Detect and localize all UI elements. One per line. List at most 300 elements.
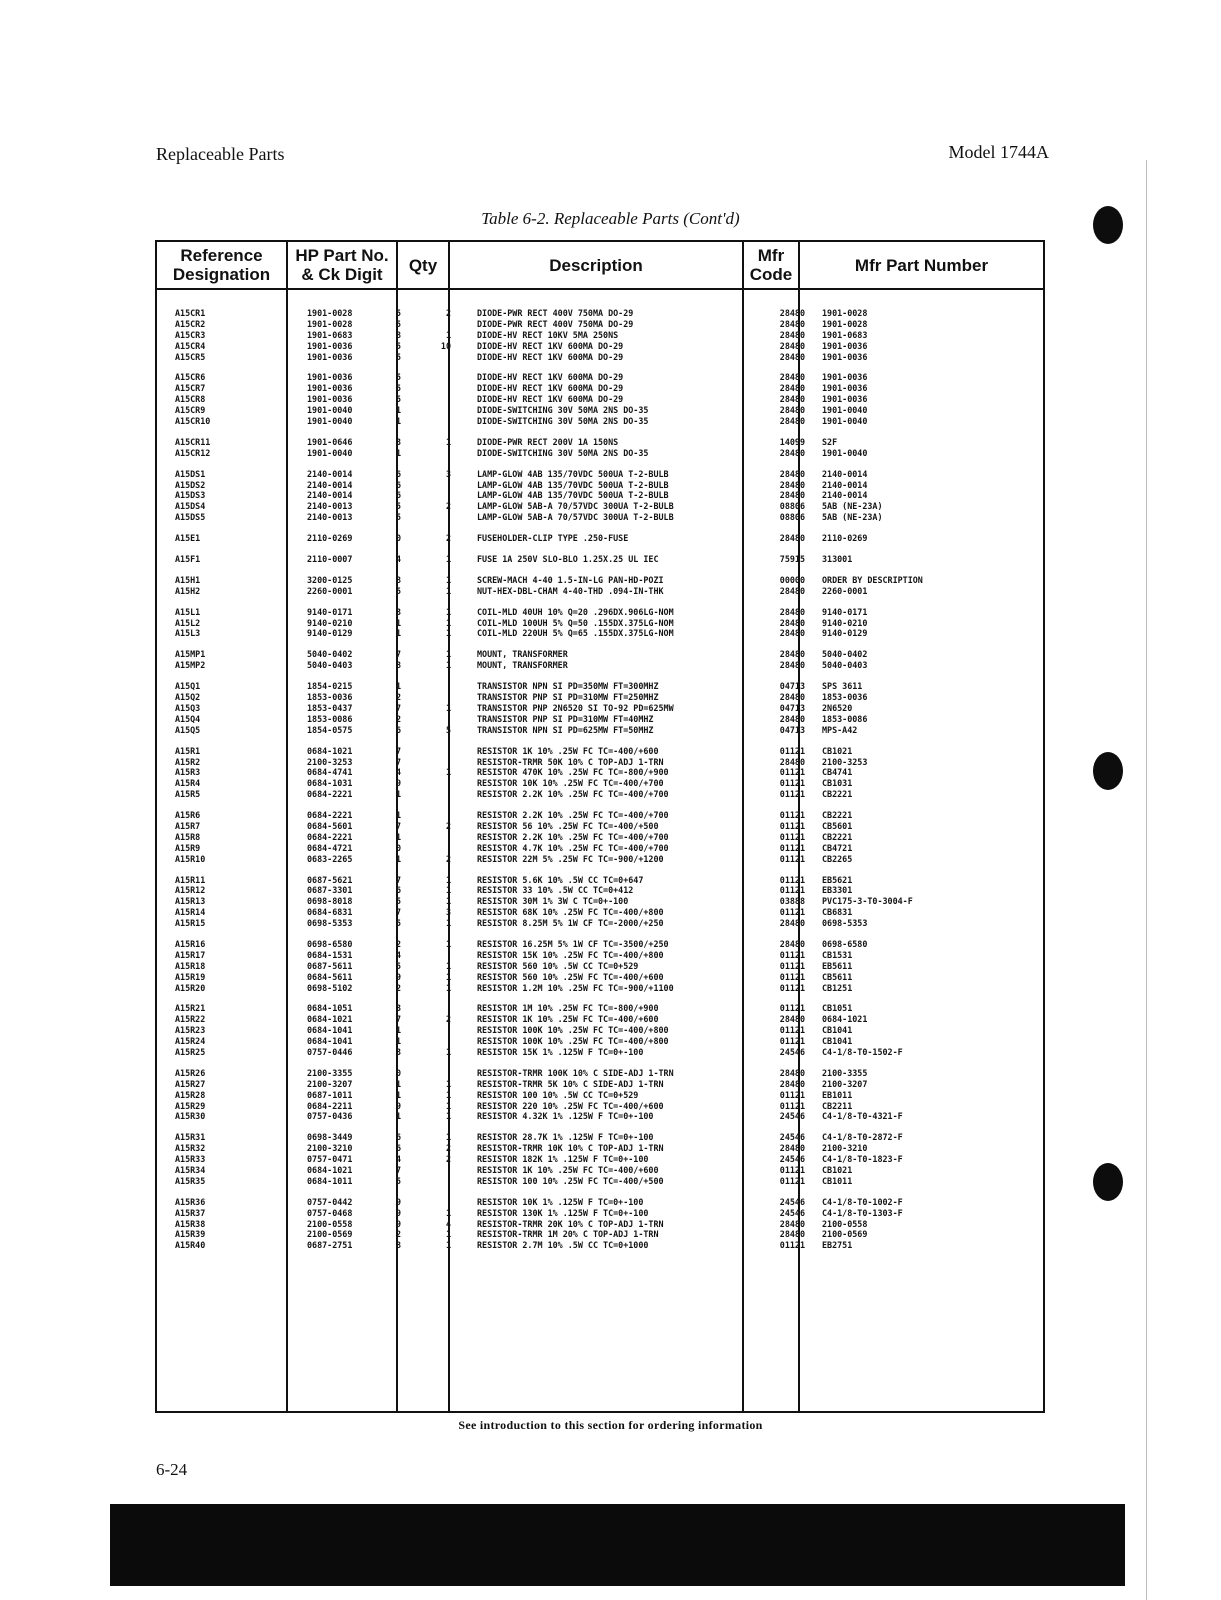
ref-cell: A15R33 [175, 1154, 206, 1165]
ref-cell: A15CR12 [175, 447, 211, 458]
mfr-code-cell: 28480 [779, 329, 805, 340]
ref-cell: A15R24 [175, 1036, 206, 1047]
hp-part-cell: 1901-0036 [307, 394, 353, 405]
check-digit-cell: 9 [395, 971, 401, 982]
check-digit-cell: 5 [395, 512, 401, 523]
check-digit-cell: 1 [395, 1036, 401, 1047]
row-group [157, 1132, 1043, 1186]
ref-cell: A15CR5 [175, 351, 206, 362]
ref-cell: A15CR3 [175, 329, 206, 340]
check-digit-cell: 7 [395, 702, 401, 713]
mfr-code-cell: 28480 [779, 918, 805, 929]
table-row [157, 767, 1043, 778]
qty-cell: 1 [445, 1078, 451, 1089]
mfr-code-cell: 01121 [779, 1036, 805, 1047]
check-digit-cell: 5 [395, 585, 401, 596]
table-row [157, 703, 1043, 714]
hp-part-cell: 0757-0436 [307, 1111, 353, 1122]
mfr-part-number-cell: 2100-3253 [822, 756, 868, 767]
ref-cell: A15CR2 [175, 318, 206, 329]
mfr-code-cell: 04713 [779, 724, 805, 735]
description-cell: LAMP-GLOW 4AB 135/70VDC 500UA T-2-BULB [477, 490, 669, 501]
table-row [157, 1176, 1043, 1187]
mfr-part-number-cell: 1901-0036 [822, 394, 868, 405]
mfr-part-number-cell: 2140-0014 [822, 490, 868, 501]
mfr-code-cell: 04713 [779, 681, 805, 692]
ref-cell: A15R6 [175, 810, 201, 821]
qty-cell: 1 [445, 885, 451, 896]
mfr-part-number-cell: 2140-0014 [822, 468, 868, 479]
mfr-part-number-cell: C4-1/8-T0-1823-F [822, 1154, 903, 1165]
check-digit-cell: 4 [395, 767, 401, 778]
mfr-part-number-cell: 2100-0569 [822, 1229, 868, 1240]
mfr-code-cell: 01121 [779, 907, 805, 918]
table-row [157, 1132, 1043, 1143]
mfr-code-cell: 24546 [779, 1154, 805, 1165]
check-digit-cell: 9 [395, 778, 401, 789]
hp-part-cell: 2140-0014 [307, 490, 353, 501]
description-cell: MOUNT, TRANSFORMER [477, 649, 568, 660]
description-cell: RESISTOR 130K 1% .125W F TC=0+-100 [477, 1207, 649, 1218]
table-row [157, 586, 1043, 597]
ref-cell: A15R31 [175, 1132, 206, 1143]
description-cell: TRANSISTOR NPN SI PD=625MW FT=50MHZ [477, 724, 654, 735]
ref-cell: A15R20 [175, 982, 206, 993]
hp-part-cell: 1901-0040 [307, 405, 353, 416]
mfr-part-number-cell: 1901-0040 [822, 447, 868, 458]
description-cell: RESISTOR 16.25M 5% 1W CF TC=-3500/+250 [477, 938, 669, 949]
table-row [157, 533, 1043, 544]
check-digit-cell: 8 [395, 574, 401, 585]
check-digit-cell: 3 [395, 436, 401, 447]
check-digit-cell: 7 [395, 745, 401, 756]
hp-part-cell: 1901-0646 [307, 436, 353, 447]
qty-cell: 2 [445, 308, 451, 318]
table-row [157, 918, 1043, 929]
mfr-part-number-cell: CB1031 [822, 778, 853, 789]
row-group [157, 372, 1043, 426]
ref-cell: A15CR11 [175, 436, 211, 447]
hp-part-cell: 9140-0171 [307, 606, 353, 617]
table-row [157, 607, 1043, 618]
description-cell: LAMP-GLOW 4AB 135/70VDC 500UA T-2-BULB [477, 468, 669, 479]
ref-cell: A15R3 [175, 767, 201, 778]
description-cell: RESISTOR 10K 1% .125W F TC=0+-100 [477, 1196, 644, 1207]
check-digit-cell: 6 [395, 724, 401, 735]
ref-cell: A15R26 [175, 1067, 206, 1078]
mfr-part-number-cell: 2N6520 [822, 702, 853, 713]
hp-part-cell: 1901-0040 [307, 447, 353, 458]
description-cell: RESISTOR 470K 10% .25W FC TC=-800/+900 [477, 767, 669, 778]
mfr-code-cell: 28480 [779, 1014, 805, 1025]
mfr-code-cell: 28480 [779, 533, 805, 544]
ref-cell: A15R13 [175, 896, 206, 907]
check-digit-cell: 6 [395, 490, 401, 501]
table-row [157, 490, 1043, 501]
check-digit-cell: 7 [395, 820, 401, 831]
qty-cell: 1 [445, 617, 451, 628]
mfr-part-number-cell: 1901-0028 [822, 318, 868, 329]
check-digit-cell: 1 [395, 617, 401, 628]
check-digit-cell: 7 [395, 874, 401, 885]
hp-part-cell: 2140-0013 [307, 501, 353, 512]
description-cell: RESISTOR 8.25M 5% 1W CF TC=-2000/+250 [477, 918, 664, 929]
mfr-part-number-cell: 2260-0001 [822, 585, 868, 596]
check-digit-cell: 5 [395, 960, 401, 971]
mfr-code-cell: 28480 [779, 405, 805, 416]
check-digit-cell: 5 [395, 1175, 401, 1186]
ref-cell: A15CR7 [175, 383, 206, 394]
row-group [157, 469, 1043, 523]
check-digit-cell: 9 [395, 1207, 401, 1218]
description-cell: COIL-MLD 40UH 10% Q=20 .296DX.906LG-NOM [477, 606, 674, 617]
mfr-part-number-cell: 1901-0036 [822, 351, 868, 362]
ref-cell: A15R29 [175, 1100, 206, 1111]
mfr-code-cell: 01121 [779, 767, 805, 778]
mfr-part-number-cell: CB1011 [822, 1175, 853, 1186]
table-row [157, 512, 1043, 523]
ref-cell: A15CR9 [175, 405, 206, 416]
check-digit-cell: 5 [395, 340, 401, 351]
ref-cell: A15CR1 [175, 308, 206, 318]
running-header-left: Replaceable Parts [156, 144, 285, 164]
mfr-part-number-cell: CB5601 [822, 820, 853, 831]
table-row [157, 319, 1043, 330]
check-digit-cell: 7 [395, 756, 401, 767]
table-row [157, 308, 1043, 319]
hp-part-cell: 0698-6580 [307, 938, 353, 949]
table-row [157, 1111, 1043, 1122]
ref-cell: A15R19 [175, 971, 206, 982]
description-cell: TRANSISTOR NPN SI PD=350MW FT=300MHZ [477, 681, 659, 692]
description-cell: RESISTOR 1K 10% .25W FC TC=-400/+600 [477, 745, 659, 756]
ref-cell: A15R34 [175, 1165, 206, 1175]
description-cell: DIODE-HV RECT 1KV 600MA DO-29 [477, 394, 624, 405]
ref-cell: A15R11 [175, 874, 206, 885]
table-row [157, 1036, 1043, 1047]
mfr-part-number-cell: 2140-0014 [822, 479, 868, 490]
ref-cell: A15DS1 [175, 468, 206, 479]
hp-part-cell: 0698-3449 [307, 1132, 353, 1143]
check-digit-cell: 5 [395, 394, 401, 405]
table-row [157, 843, 1043, 854]
mfr-code-cell: 28480 [779, 938, 805, 949]
table-row [157, 983, 1043, 994]
description-cell: RESISTOR 2.2K 10% .25W FC TC=-400/+700 [477, 789, 669, 800]
column-header-reference: Reference Designation [172, 246, 271, 284]
ref-cell: A15R25 [175, 1046, 206, 1057]
ref-cell: A15L3 [175, 628, 201, 639]
qty-cell: 1 [445, 554, 451, 565]
ref-cell: A15E1 [175, 533, 201, 544]
qty-cell: 1 [445, 767, 451, 778]
check-digit-cell: 7 [395, 907, 401, 918]
ref-cell: A15R32 [175, 1143, 206, 1154]
column-header-mfr-code: Mfr Code [749, 246, 793, 284]
hp-part-cell: 0687-3301 [307, 885, 353, 896]
table-row [157, 1090, 1043, 1101]
hp-part-cell: 2140-0013 [307, 512, 353, 523]
description-cell: RESISTOR 100 10% .25W FC TC=-400/+500 [477, 1175, 664, 1186]
description-cell: RESISTOR 100K 10% .25W FC TC=-400/+800 [477, 1025, 669, 1036]
mfr-code-cell: 28480 [779, 660, 805, 671]
hp-part-cell: 0757-0442 [307, 1196, 353, 1207]
table-row [157, 394, 1043, 405]
scan-border [110, 1504, 1125, 1586]
mfr-part-number-cell: 1901-0036 [822, 340, 868, 351]
check-digit-cell: 7 [395, 1014, 401, 1025]
check-digit-cell: 3 [395, 1046, 401, 1057]
mfr-part-number-cell: ORDER BY DESCRIPTION [822, 574, 923, 585]
qty-cell: 4 [445, 1218, 451, 1229]
ref-cell: A15R27 [175, 1078, 206, 1089]
hp-part-cell: 0684-1041 [307, 1036, 353, 1047]
table-row [157, 714, 1043, 725]
qty-cell: 1 [445, 960, 451, 971]
description-cell: RESISTOR 33 10% .5W CC TC=0+412 [477, 885, 634, 896]
table-row [157, 1003, 1043, 1014]
mfr-code-cell: 01121 [779, 831, 805, 842]
ref-cell: A15H2 [175, 585, 201, 596]
mfr-part-number-cell: 1901-0028 [822, 308, 868, 318]
hp-part-cell: 5040-0403 [307, 660, 353, 671]
mfr-part-number-cell: CB2211 [822, 1100, 853, 1111]
mfr-part-number-cell: CB1021 [822, 745, 853, 756]
ref-cell: A15DS4 [175, 501, 206, 512]
hp-part-cell: 0684-1011 [307, 1175, 353, 1186]
mfr-code-cell: 28480 [779, 383, 805, 394]
mfr-part-number-cell: 1853-0036 [822, 692, 868, 703]
hp-part-cell: 2140-0014 [307, 468, 353, 479]
description-cell: FUSEHOLDER-CLIP TYPE .250-FUSE [477, 533, 629, 544]
page-edge-line [1146, 160, 1147, 1600]
check-digit-cell: 1 [395, 416, 401, 427]
description-cell: RESISTOR-TRMR 100K 10% C SIDE-ADJ 1-TRN [477, 1067, 674, 1078]
mfr-code-cell: 24546 [779, 1207, 805, 1218]
description-cell: RESISTOR 1M 10% .25W FC TC=-800/+900 [477, 1003, 659, 1014]
description-cell: RESISTOR 4.32K 1% .125W F TC=0+-100 [477, 1111, 654, 1122]
row-group [157, 1197, 1043, 1251]
mfr-part-number-cell: EB2751 [822, 1240, 853, 1251]
description-cell: RESISTOR 1.2M 10% .25W FC TC=-900/+1100 [477, 982, 674, 993]
ref-cell: A15R15 [175, 918, 206, 929]
table-row [157, 618, 1043, 629]
mfr-part-number-cell: 1901-0036 [822, 372, 868, 383]
table-row [157, 341, 1043, 352]
ref-cell: A15R9 [175, 842, 201, 853]
qty-cell: 1 [445, 1207, 451, 1218]
check-digit-cell: 2 [395, 982, 401, 993]
table-row [157, 725, 1043, 736]
mfr-part-number-cell: C4-1/8-T0-1303-F [822, 1207, 903, 1218]
table-row [157, 950, 1043, 961]
check-digit-cell: 3 [395, 606, 401, 617]
mfr-code-cell: 01121 [779, 971, 805, 982]
mfr-part-number-cell: 1901-0683 [822, 329, 868, 340]
qty-cell: 2 [445, 1014, 451, 1025]
mfr-part-number-cell: 2100-3210 [822, 1143, 868, 1154]
mfr-code-cell: 01121 [779, 745, 805, 756]
column-header-qty: Qty [408, 255, 438, 275]
ref-cell: A15R4 [175, 778, 201, 789]
mfr-part-number-cell: 5AB (NE-23A) [822, 501, 883, 512]
mfr-code-cell: 24546 [779, 1111, 805, 1122]
mfr-part-number-cell: 9140-0129 [822, 628, 868, 639]
table-row [157, 437, 1043, 448]
table-row [157, 810, 1043, 821]
table-row [157, 961, 1043, 972]
hp-part-cell: 0684-4721 [307, 842, 353, 853]
ref-cell: A15Q4 [175, 713, 201, 724]
table-row [157, 1025, 1043, 1036]
ref-cell: A15L2 [175, 617, 201, 628]
row-group [157, 746, 1043, 800]
mfr-part-number-cell: C4-1/8-T0-1002-F [822, 1196, 903, 1207]
table-row [157, 746, 1043, 757]
ref-cell: A15R23 [175, 1025, 206, 1036]
running-header-right: Model 1744A [948, 142, 1049, 162]
ref-cell: A15R30 [175, 1111, 206, 1122]
hp-part-cell: 1901-0028 [307, 318, 353, 329]
description-cell: DIODE-PWR RECT 400V 750MA DO-29 [477, 318, 634, 329]
check-digit-cell: 4 [395, 1154, 401, 1165]
qty-cell: 1 [445, 896, 451, 907]
table-row [157, 575, 1043, 586]
check-digit-cell: 0 [395, 1067, 401, 1078]
description-cell: DIODE-HV RECT 1KV 600MA DO-29 [477, 351, 624, 362]
mfr-code-cell: 28480 [779, 1229, 805, 1240]
ref-cell: A15DS3 [175, 490, 206, 501]
description-cell: RESISTOR 2.7M 10% .5W CC TC=0+1000 [477, 1240, 649, 1251]
hp-part-cell: 0687-1011 [307, 1089, 353, 1100]
mfr-code-cell: 28480 [779, 617, 805, 628]
table-row [157, 1197, 1043, 1208]
row-group [157, 939, 1043, 993]
hp-part-cell: 0687-5621 [307, 874, 353, 885]
mfr-code-cell: 28480 [779, 308, 805, 318]
mfr-code-cell: 28480 [779, 585, 805, 596]
header-rule [157, 288, 1043, 290]
hp-part-cell: 2100-3210 [307, 1143, 353, 1154]
hp-part-cell: 2100-0558 [307, 1218, 353, 1229]
hp-part-cell: 2100-3207 [307, 1078, 353, 1089]
qty-cell: 1 [445, 1240, 451, 1251]
description-cell: LAMP-GLOW 5AB-A 70/57VDC 300UA T-2-BULB [477, 501, 674, 512]
mfr-code-cell: 28480 [779, 416, 805, 427]
ref-cell: A15R37 [175, 1207, 206, 1218]
hp-part-cell: 9140-0129 [307, 628, 353, 639]
check-digit-cell: 0 [395, 533, 401, 544]
table-row [157, 383, 1043, 394]
table-row [157, 885, 1043, 896]
mfr-code-cell: 04713 [779, 702, 805, 713]
ref-cell: A15R39 [175, 1229, 206, 1240]
ref-cell: A15R28 [175, 1089, 206, 1100]
check-digit-cell: 1 [395, 628, 401, 639]
qty-cell: 1 [445, 585, 451, 596]
mfr-code-cell: 01121 [779, 949, 805, 960]
hp-part-cell: 0683-2265 [307, 853, 353, 864]
mfr-part-number-cell: 5040-0403 [822, 660, 868, 671]
check-digit-cell: 0 [395, 842, 401, 853]
mfr-part-number-cell: EB1011 [822, 1089, 853, 1100]
mfr-part-number-cell: CB4721 [822, 842, 853, 853]
mfr-part-number-cell: 2100-3355 [822, 1067, 868, 1078]
hp-part-cell: 1854-0575 [307, 724, 353, 735]
table-row [157, 1208, 1043, 1219]
row-group [157, 681, 1043, 735]
qty-cell: 1 [445, 702, 451, 713]
check-digit-cell: 7 [395, 649, 401, 660]
qty-cell: 5 [445, 724, 451, 735]
description-cell: NUT-HEX-DBL-CHAM 4-40-THD .094-IN-THK [477, 585, 664, 596]
mfr-code-cell: 28480 [779, 713, 805, 724]
description-cell: LAMP-GLOW 5AB-A 70/57VDC 300UA T-2-BULB [477, 512, 674, 523]
qty-cell: 1 [445, 971, 451, 982]
check-digit-cell: 7 [395, 1165, 401, 1175]
mfr-part-number-cell: C4-1/8-T0-2872-F [822, 1132, 903, 1143]
mfr-code-cell: 01121 [779, 1240, 805, 1251]
mfr-part-number-cell: CB1531 [822, 949, 853, 960]
ref-cell: A15DS5 [175, 512, 206, 523]
description-cell: TRANSISTOR PNP 2N6520 SI TO-92 PD=625MW [477, 702, 674, 713]
ref-cell: A15Q3 [175, 702, 201, 713]
check-digit-cell: 6 [395, 885, 401, 896]
mfr-code-cell: 28480 [779, 351, 805, 362]
description-cell: DIODE-HV RECT 1KV 600MA DO-29 [477, 372, 624, 383]
ref-cell: A15R14 [175, 907, 206, 918]
hp-part-cell: 2100-0569 [307, 1229, 353, 1240]
check-digit-cell: 6 [395, 479, 401, 490]
mfr-code-cell: 01121 [779, 1175, 805, 1186]
description-cell: RESISTOR 100K 10% .25W FC TC=-400/+800 [477, 1036, 669, 1047]
mfr-part-number-cell: EB5621 [822, 874, 853, 885]
table-row [157, 821, 1043, 832]
hp-part-cell: 0684-1051 [307, 1003, 353, 1014]
ref-cell: A15MP1 [175, 649, 206, 660]
check-digit-cell: 1 [395, 447, 401, 458]
hp-part-cell: 9140-0210 [307, 617, 353, 628]
mfr-part-number-cell: CB1251 [822, 982, 853, 993]
parts-table [155, 240, 1045, 1413]
mfr-part-number-cell: 9140-0210 [822, 617, 868, 628]
hp-part-cell: 0684-2221 [307, 810, 353, 821]
qty-cell: 1 [445, 329, 451, 340]
qty-cell: 2 [445, 1154, 451, 1165]
table-row [157, 352, 1043, 363]
mfr-part-number-cell: 2100-3207 [822, 1078, 868, 1089]
ref-cell: A15R40 [175, 1240, 206, 1251]
hp-part-cell: 1901-0036 [307, 372, 353, 383]
check-digit-cell: 1 [395, 789, 401, 800]
mfr-part-number-cell: CB2221 [822, 831, 853, 842]
check-digit-cell: 5 [395, 918, 401, 929]
mfr-part-number-cell: CB4741 [822, 767, 853, 778]
description-cell: MOUNT, TRANSFORMER [477, 660, 568, 671]
mfr-code-cell: 14099 [779, 436, 805, 447]
hp-part-cell: 0684-5611 [307, 971, 353, 982]
mfr-code-cell: 28480 [779, 628, 805, 639]
table-row [157, 372, 1043, 383]
hp-part-cell: 0684-2221 [307, 831, 353, 842]
mfr-code-cell: 24546 [779, 1196, 805, 1207]
ref-cell: A15R18 [175, 960, 206, 971]
check-digit-cell: 5 [395, 318, 401, 329]
table-row [157, 972, 1043, 983]
mfr-part-number-cell: CB1041 [822, 1025, 853, 1036]
row-group [157, 437, 1043, 459]
hp-part-cell: 0684-1021 [307, 1014, 353, 1025]
